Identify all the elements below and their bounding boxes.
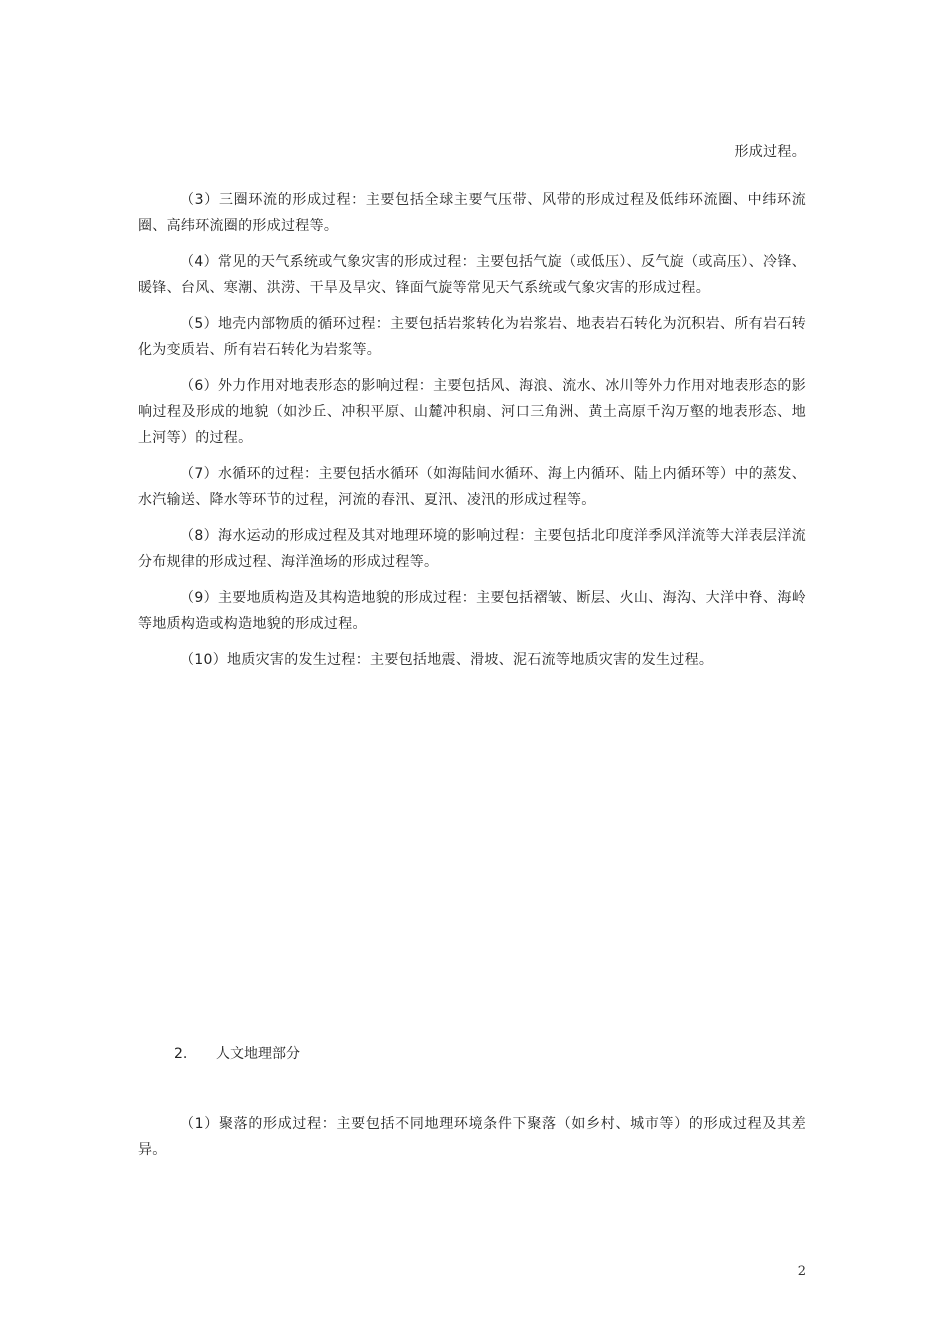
human-geography-item-1: （1）聚落的形成过程：主要包括不同地理环境条件下聚落（如乡村、城市等）的形成过程及其差异。 [138,1116,806,1158]
list-item-5: （5）地壳内部物质的循环过程：主要包括岩浆转化为岩浆岩、地表岩石转化为沉积岩、所有岩石转化为变质岩、所有岩石转化为岩浆等。 [138,316,806,358]
list-item-7: （7）水循环的过程：主要包括水循环（如海陆间水循环、海上内循环、陆上内循环等）中的蒸发、水汽输送、降水等环节的过程，河流的春汛、夏汛、凌汛的形成过程等。 [138,466,806,508]
list-item-3: （3）三圈环流的形成过程：主要包括全球主要气压带、风带的形成过程及低纬环流圈、中纬环流圈、高纬环流圈的形成过程等。 [138,192,806,234]
continuation-text: 形成过程。 [734,144,806,160]
section-title: 人文地理部分 [216,1046,300,1062]
physical-geography-list [138,187,806,683]
list-item-8: （8）海水运动的形成过程及其对地理环境的影响过程：主要包括北印度洋季风洋流等大洋表层洋流分布规律的形成过程、海洋渔场的形成过程等。 [138,528,806,570]
section-number: 2. [174,1046,188,1062]
list-item-9: （9）主要地质构造及其构造地貌的形成过程：主要包括褶皱、断层、火山、海沟、大洋中脊、海岭等地质构造或构造地貌的形成过程。 [138,590,806,632]
page-number: 2 [797,1264,806,1279]
list-item-4: （4）常见的天气系统或气象灾害的形成过程：主要包括气旋（或低压）、反气旋（或高压）、冷锋、暖锋、台风、寒潮、洪涝、干旱及旱灾、锋面气旋等常见天气系统或气象灾害的形成过程。 [138,254,806,296]
section-heading [174,1042,300,1066]
list-item-10: （10）地质灾害的发生过程：主要包括地震、滑坡、泥石流等地质灾害的发生过程。 [180,652,714,668]
list-item-6: （6）外力作用对地表形态的影响过程：主要包括风、海浪、流水、冰川等外力作用对地表形态的影响过程及形成的地貌（如沙丘、冲积平原、山麓冲积扇、河口三角洲、黄土高原千沟万壑的地表形态、地上河等）的过程。 [138,378,806,446]
